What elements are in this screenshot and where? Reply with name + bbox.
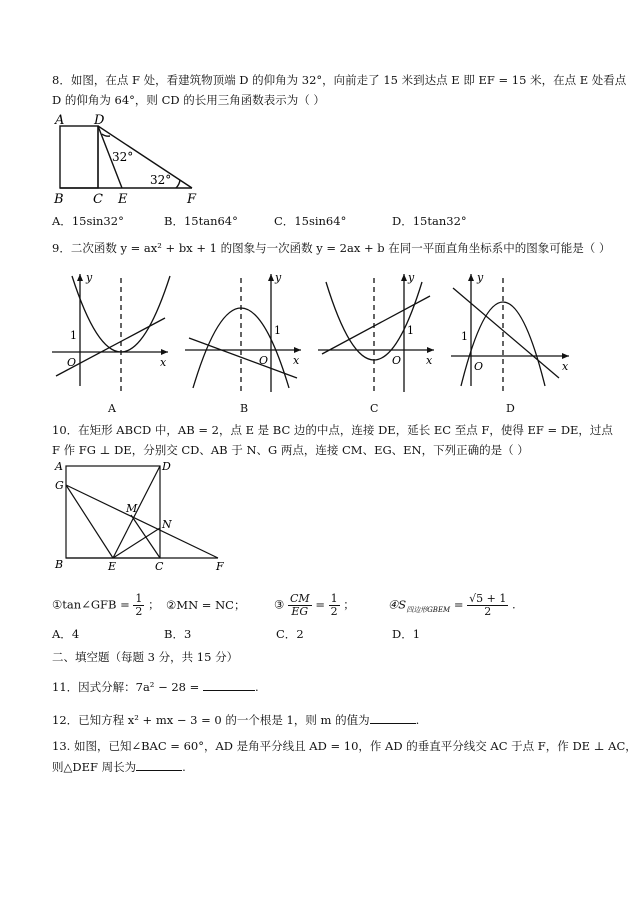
q9a-axis-y: y — [86, 271, 93, 284]
q9c-origin: O — [392, 354, 402, 367]
q10-statement-4: $④S_{四边形GBEM}$ = $\frac{√5 + 1}{2}$ . — [388, 592, 516, 618]
q8-label-d: D — [94, 113, 105, 128]
q8-label-c: C — [93, 192, 103, 207]
q8-option-a: A．15sin32° — [52, 214, 124, 228]
q8-line2: D 的仰角为 64°，则 CD 的长用三角函数表示为（ ） — [52, 93, 325, 107]
q9c-axis-x: x — [426, 354, 433, 367]
section-heading: 二、填空题（每题 3 分，共 15 分） — [52, 650, 239, 664]
q9b-axis-x: x — [293, 354, 300, 367]
q13-line1: 13. 如图，已知∠BAC = 60°，AD 是角平分线且 AD = 10，作 AD 的垂直平分线交 AC 于点 F，作 DE ⊥ AC， — [52, 739, 637, 753]
q9-label-a: A — [108, 402, 116, 415]
q8-label-f: F — [187, 192, 197, 207]
q8-option-c: C．15sin64° — [274, 214, 347, 228]
q9a-one: 1 — [70, 329, 77, 342]
q13-answer-blank[interactable] — [136, 759, 182, 771]
q10-statement-1: ①tan∠GFB = $\frac{1}{2}$ ； — [52, 592, 160, 618]
q10-label-c: C — [155, 560, 164, 573]
q9c-axis-y: y — [408, 271, 415, 284]
q8-option-b: B．15tan64° — [164, 214, 238, 228]
q9-label-d: D — [506, 402, 515, 415]
q10-statement-3: ③ $\frac{CM}{EG}$ = $\frac{1}{2}$ ； — [274, 592, 355, 618]
q10-option-d: D．1 — [392, 627, 421, 641]
q9d-one: 1 — [461, 330, 468, 343]
q10-statement-2: ②MN = NC； — [166, 598, 246, 612]
q9c-one: 1 — [407, 324, 414, 337]
q8-label-b: B — [54, 192, 64, 207]
q9a-origin: O — [67, 356, 77, 369]
q10-label-d: D — [162, 460, 171, 473]
q9b-one: 1 — [274, 324, 281, 337]
q10-line1: 10．在矩形 ABCD 中，AB = 2，点 E 是 BC 边的中点，连接 DE，延长 EC 至点 F，使得 EF = DE，过点 — [52, 423, 613, 437]
q8-label-e: E — [118, 192, 128, 207]
q10-figure — [50, 458, 240, 574]
q12-line: 12．已知方程 x² + mx − 3 = 0 的一个根是 1，则 m 的值为 . — [52, 713, 420, 727]
q9d-axis-x: x — [562, 360, 569, 373]
q10-label-a: A — [55, 460, 63, 473]
q11-answer-blank[interactable] — [203, 679, 255, 691]
q10-label-n: N — [162, 518, 172, 531]
q9-label-b: B — [240, 402, 249, 415]
q8-option-d: D．15tan32° — [392, 214, 467, 228]
q9-line1: 9．二次函数 y = ax² + bx + 1 的图象与一次函数 y = 2ax + b 在同一平面直角坐标系中的图象可能是（ ） — [52, 241, 611, 255]
q9d-origin: O — [474, 360, 484, 373]
q8-label-a: A — [55, 113, 65, 128]
q10-label-b: B — [55, 558, 64, 571]
q10-option-c: C．2 — [276, 627, 304, 641]
q10-label-e: E — [108, 560, 117, 573]
q11-line: 11．因式分解：7a² − 28 = . — [52, 680, 259, 694]
q10-option-a: A．4 — [52, 627, 80, 641]
q10-option-b: B．3 — [164, 627, 192, 641]
q12-answer-blank[interactable] — [370, 712, 416, 724]
q9d-axis-y: y — [477, 271, 484, 284]
q8-angle-top: 32° — [112, 150, 134, 164]
q9-graph-c — [316, 268, 441, 398]
q10-label-f: F — [216, 560, 224, 573]
q9b-axis-y: y — [275, 271, 282, 284]
q8-line1: 8．如图，在点 F 处，看建筑物顶端 D 的仰角为 32°，向前走了 15 米到达点 E 即 EF = 15 米，在点 E 处看点 — [52, 73, 627, 87]
q9b-origin: O — [259, 354, 269, 367]
q9-label-c: C — [370, 402, 379, 415]
q10-label-m: M — [126, 502, 138, 515]
q13-line2: 则△DEF 周长为 . — [52, 760, 186, 774]
q8-angle-bottom: 32° — [150, 173, 172, 187]
q10-line2: F 作 FG ⊥ DE，分别交 CD、AB 于 N、G 两点，连接 CM、EG、EN，下列正确的是（ ） — [52, 443, 529, 457]
q9a-axis-x: x — [160, 356, 167, 369]
q9-graph-b — [183, 268, 308, 398]
q10-label-g: G — [55, 479, 64, 492]
q9-graph-d — [449, 268, 574, 398]
q9-graph-a — [50, 268, 175, 398]
q8-figure — [50, 112, 210, 208]
